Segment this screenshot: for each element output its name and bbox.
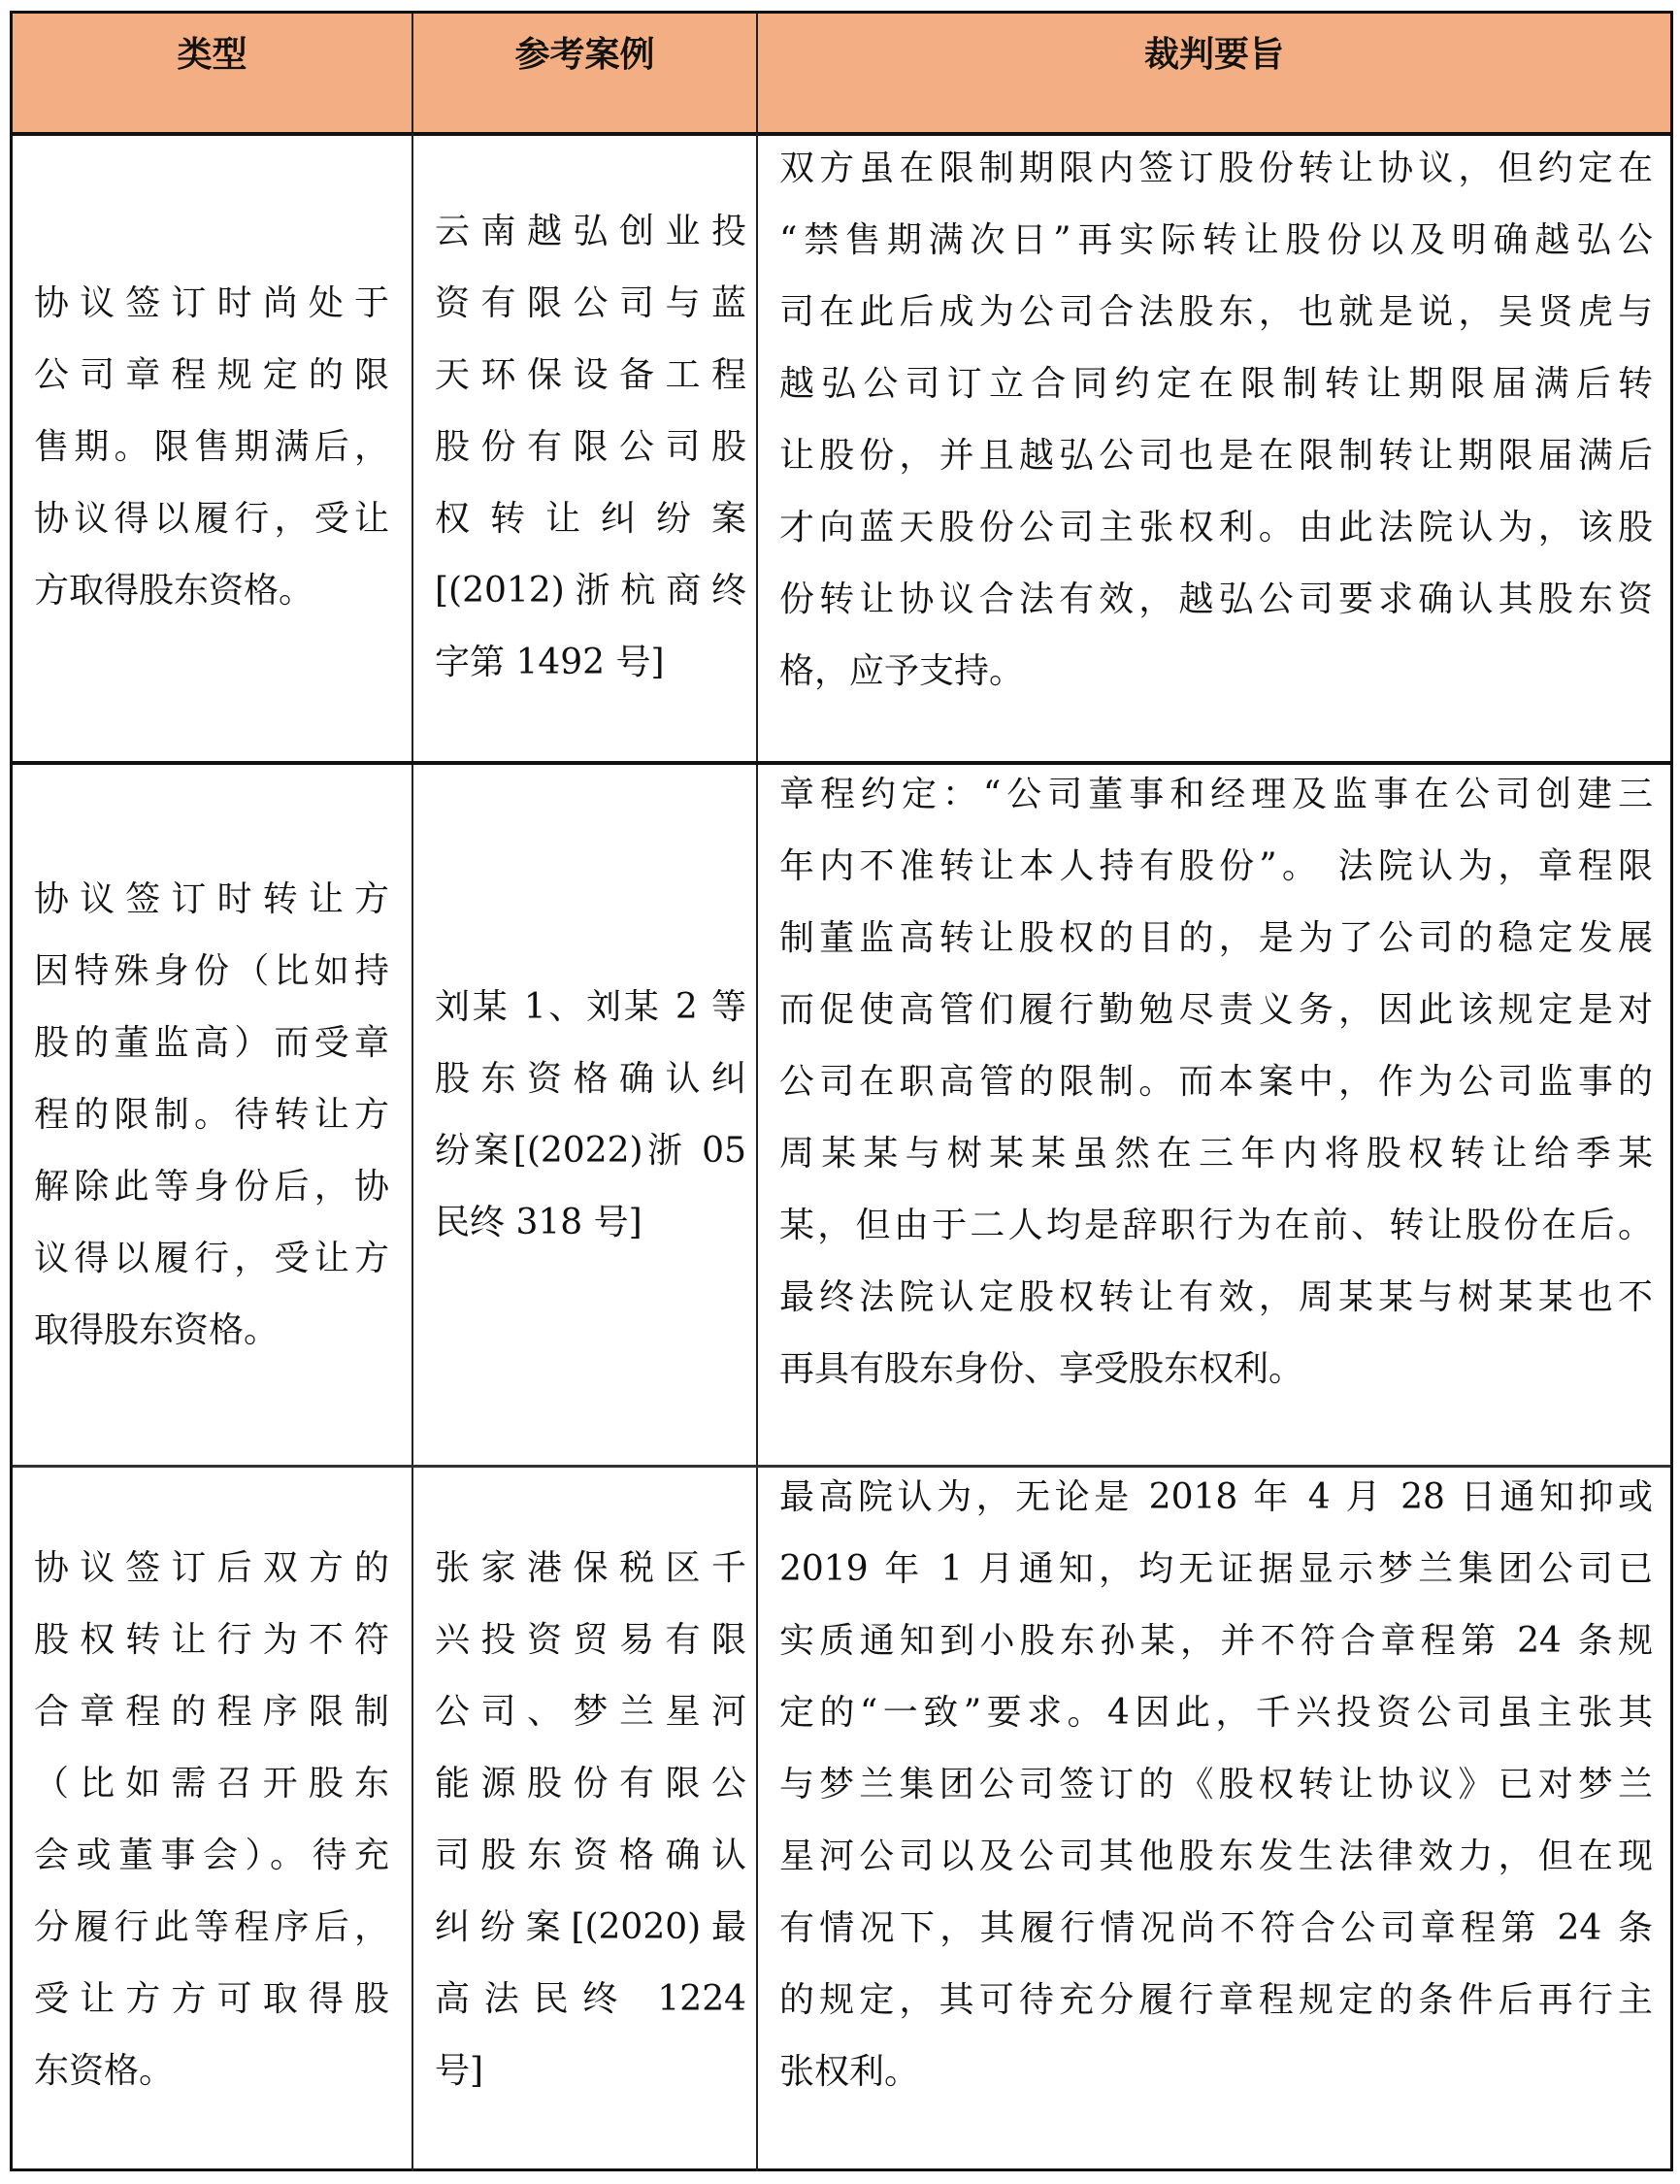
text-line: 让股份，并且越弘公司也是在限制转让期限届满后 [779,436,1653,476]
text-line: 公司、梦兰星河 [435,1691,746,1732]
text-line: 解除此等身份后，协 [34,1166,389,1207]
text-line: 张权利。 [779,2052,920,2092]
text-line: 制董监高转让股权的目的，是为了公司的稳定发展 [779,918,1653,958]
table-header-row [13,14,1670,136]
text-line: 方取得股东资格。 [34,570,314,611]
text-line: 有情况下，其履行情况尚不符合公司章程第 24 条 [779,1908,1653,1948]
text-line: 的规定，其可待充分履行章程规定的条件后再行主 [779,1980,1653,2020]
text-line: 公司在职高管的限制。而本案中，作为公司监事的 [779,1062,1653,1102]
text-line: 合章程的程序限制 [34,1691,389,1732]
text-line: 权转让纠纷案 [435,498,746,539]
text-line: 股东资格确认纠 [435,1058,746,1099]
reference-case-cell [413,765,758,1465]
text-line: 刘某 1、刘某 2 等 [435,986,746,1027]
text-line: 周某某与树某某虽然在三年内将股权转让给季某 [779,1134,1653,1174]
text-line: 程的限制。待转让方 [34,1094,389,1135]
text-line: 而促使高管们履行勤勉尽责义务，因此该规定是对 [779,990,1653,1030]
text-line: 双方虽在限制期限内签订股份转让协议，但约定在 [779,149,1653,188]
text-line: 最终法院认定股权转让有效，周某某与树某某也不 [779,1277,1653,1317]
holding-cell [758,133,1670,761]
text-line: 司股东资格确认 [435,1835,746,1875]
type-cell [13,765,413,1465]
text-line: 才向蓝天股份公司主张权利。由此法院认为，该股 [779,508,1653,547]
text-line: [(2012)浙杭商终 [435,570,746,611]
text-line: 章程约定：“公司董事和经理及监事在公司创建三 [779,775,1653,814]
text-line: 越弘公司订立合同约定在限制转让期限届满后转 [779,364,1653,404]
text-line: 售期。限售期满后， [34,426,389,467]
text-line: 民终 318 号] [435,1202,642,1242]
table-row [13,133,1670,765]
text-line: 因特殊身份（比如持 [34,950,389,991]
text-line: 纠纷案[(2020)最 [435,1906,746,1947]
text-line: 能源股份有限公 [435,1763,746,1803]
text-line: 股权转让行为不符 [34,1619,389,1660]
text-line: 协议签订后双方的 [34,1547,389,1588]
header-holding: 裁判要旨 [1143,35,1284,75]
text-line: 股的董监高）而受章 [34,1022,389,1063]
text-line: 股份有限公司股 [435,426,746,467]
text-line: 再具有股东身份、享受股东权利。 [779,1349,1304,1389]
table-row [13,765,1670,1468]
reference-case-cell [413,1468,758,2171]
text-line: 2019 年 1 月通知，均无证据显示梦兰集团公司已 [779,1549,1653,1589]
reference-case-cell [413,133,758,761]
text-line: 分履行此等程序后， [34,1906,389,1947]
header-type: 类型 [13,14,413,132]
text-line: 格，应予支持。 [779,651,1025,691]
text-line: 议得以履行，受让方 [34,1238,389,1278]
header-reference-case: 参考案例 [413,14,758,132]
text-line: 公司章程规定的限 [34,354,389,395]
holding-cell [758,765,1670,1465]
text-line: 年内不准转让本人持有股份”。 法院认为，章程限 [779,846,1653,886]
type-cell [13,133,413,761]
text-line: 云南越弘创业投 [435,211,746,251]
text-line: 取得股东资格。 [34,1309,280,1350]
text-line: 协议签订时转让方 [34,878,389,919]
text-line: 会或董事会）。待充 [34,1835,389,1875]
text-line: 最高院认为，无论是 2018 年 4 月 28 日通知抑或 [779,1477,1653,1517]
text-line: 号] [435,2050,484,2091]
text-line: 纷案[(2022)浙 05 [435,1130,746,1171]
text-line: 资有限公司与蓝 [435,282,746,323]
text-line: 实质通知到小股东孙某，并不符合章程第 24 条规 [779,1621,1653,1661]
text-line: 星河公司以及公司其他股东发生法律效力，但在现 [779,1837,1653,1876]
text-line: 司在此后成为公司合法股东，也就是说，吴贤虎与 [779,292,1653,332]
table-row [13,1468,1670,2171]
text-line: 与梦兰集团公司签订的《股权转让协议》已对梦兰 [779,1765,1653,1804]
text-line: 某，但由于二人均是辞职行为在前、转让股份在后。 [779,1206,1653,1245]
text-line: （比如需召开股东 [34,1763,389,1803]
text-line: 受让方方可取得股 [34,1978,389,2019]
text-line: 高法民终 1224 [435,1978,746,2019]
case-summary-table [10,11,1673,2171]
text-line: 兴投资贸易有限 [435,1619,746,1660]
holding-cell [758,1468,1670,2171]
text-line: 天环保设备工程 [435,354,746,395]
text-line: 字第 1492 号] [435,642,665,682]
text-line: 协议签订时尚处于 [34,282,389,323]
type-cell [13,1468,413,2171]
text-line: “禁售期满次日”再实际转让股份以及明确越弘公 [779,220,1653,260]
text-line: 份转让协议合法有效，越弘公司要求确认其股东资 [779,579,1653,619]
text-line: 东资格。 [34,2050,175,2091]
text-line: 张家港保税区千 [435,1547,746,1588]
text-line: 定的“一致”要求。4因此，千兴投资公司虽主张其 [779,1693,1653,1733]
text-line: 协议得以履行，受让 [34,498,389,539]
